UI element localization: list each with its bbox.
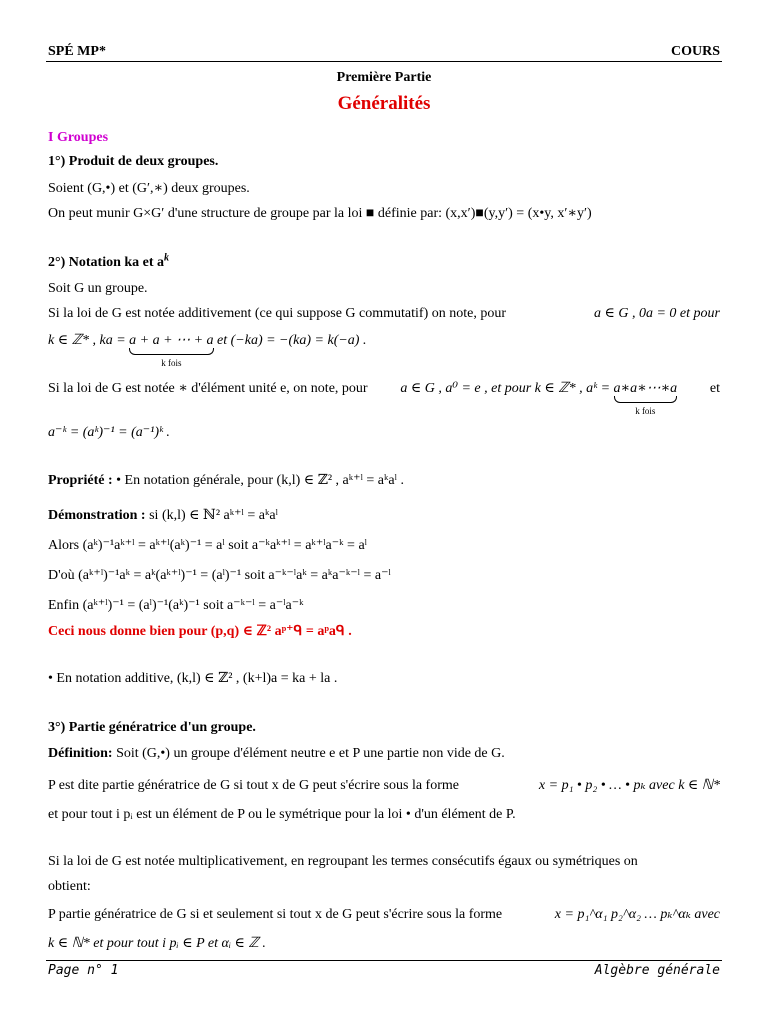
brace-sum-text: a + a + ⋯ + a — [129, 333, 214, 348]
s2-line1: Soit G un groupe. — [48, 281, 148, 296]
page-header — [46, 43, 722, 62]
definition — [48, 745, 505, 763]
s2-line3a: k ∈ ℤ* , ka = — [48, 333, 126, 348]
section-heading: I Groupes — [48, 130, 109, 145]
definition-text: Soit (G,•) un groupe d'élément neutre e et P une partie non vide de G. — [116, 746, 505, 761]
s2-line3 — [48, 332, 367, 368]
underbrace-sum — [129, 332, 214, 368]
s2-line4c: et — [709, 381, 720, 396]
k-fois-label: k fois — [161, 358, 182, 368]
s3-p1b: x = p₁ • p₂ • … • pₖ avec k ∈ ℕ* — [538, 778, 720, 793]
underbrace-product — [613, 380, 678, 416]
s2-line2b: a ∈ G , 0a = 0 et pour — [594, 306, 720, 321]
demo-enfin: Enfin (aᵏ⁺ˡ)⁻¹ = (aˡ)⁻¹(aᵏ)⁻¹ soit a⁻ᵏ⁻ˡ = a⁻ˡa⁻ᵏ — [48, 598, 304, 613]
s3-p3a-text: Si la loi de G est notée multiplicativement, en regroupant les termes consécutifs égaux ou symétriques on — [48, 854, 638, 869]
s3-p2: et pour tout i pᵢ est un élément de P ou le symétrique pour la loi • d'un élément de P. — [48, 807, 516, 822]
demo-conclusion: Ceci nous donne bien pour (p,q) ∈ ℤ² aᵖ⁺ᑫ = aᵖaᑫ . — [48, 624, 352, 639]
definition-label: Définition: — [48, 746, 113, 761]
s2-line2 — [48, 305, 720, 323]
page-footer — [46, 960, 722, 978]
s3-p3b: obtient: — [48, 879, 91, 894]
property-label: Propriété : — [48, 473, 113, 488]
s2-heading-sup: k — [164, 252, 170, 264]
s3-p1a: P est dite partie génératrice de G si tout x de G peut s'écrire sous la forme — [48, 778, 459, 793]
k-fois-label-2: k fois — [635, 406, 656, 416]
brace-product-text: a∗a∗⋯∗a — [613, 381, 678, 396]
s2-heading-text: 2°) Notation ka et a — [48, 255, 165, 270]
s1-line2: On peut munir G×G′ d'une structure de groupe par la loi ■ définie par: (x,x′)■(y,y′) = (x•y, x′∗y′) — [48, 206, 592, 221]
header-right: COURS — [670, 44, 720, 59]
property — [48, 472, 404, 490]
footer-subject: Algèbre générale — [594, 963, 720, 978]
s3-p1 — [48, 777, 720, 795]
s3-p4a: P partie génératrice de G si et seulement si tout x de G peut s'écrire sous la forme — [48, 907, 503, 922]
demo-dou: D'où (aᵏ⁺ˡ)⁻¹aᵏ = aᵏ(aᵏ⁺ˡ)⁻¹ = (aˡ)⁻¹ soit a⁻ᵏ⁻ˡaᵏ = aᵏa⁻ᵏ⁻ˡ = a⁻ˡ — [48, 568, 391, 583]
header-left: SPÉ MP* — [48, 44, 106, 59]
s1-heading: 1°) Produit de deux groupes. — [48, 154, 219, 169]
s2-line2a: Si la loi de G est notée additivement (ce qui suppose G commutatif) on note, pour — [48, 306, 507, 321]
footer-page-number: Page n° 1 — [48, 963, 119, 978]
part-label: Première Partie — [336, 70, 432, 85]
s3-p5: k ∈ ℕ* et pour tout i pᵢ ∈ P et αᵢ ∈ ℤ . — [48, 936, 266, 951]
page-title: Généralités — [337, 93, 431, 114]
s2-line3b: et (−ka) = −(ka) = k(−a) . — [217, 333, 367, 348]
demonstration — [48, 507, 278, 525]
s3-p4b: x = p₁^α₁ p₂^α₂ … pₖ^αₖ avec — [554, 907, 720, 922]
additive-notation: • En notation additive, (k,l) ∈ ℤ² , (k+l)a = ka + la . — [48, 671, 338, 686]
s2-line5: a⁻ᵏ = (aᵏ)⁻¹ = (a⁻¹)ᵏ . — [48, 425, 170, 440]
demo-label: Démonstration : — [48, 508, 146, 523]
s2-line4 — [48, 380, 720, 416]
demo-alors: Alors (aᵏ)⁻¹aᵏ⁺ˡ = aᵏ⁺ˡ(aᵏ)⁻¹ = aˡ soit a⁻ᵏaᵏ⁺ˡ = aᵏ⁺ˡa⁻ᵏ = aˡ — [48, 538, 367, 553]
demo-text: si (k,l) ∈ ℕ² aᵏ⁺ˡ = aᵏaˡ — [149, 508, 278, 523]
s2-line4a: Si la loi de G est notée ∗ d'élément unité e, on note, pour — [48, 381, 368, 396]
s3-p4 — [48, 906, 720, 924]
s3-p3a — [48, 853, 720, 871]
s2-line4b-text: a ∈ G , a⁰ = e , et pour k ∈ ℤ* , aᵏ = — [400, 381, 611, 396]
property-text: • En notation générale, pour (k,l) ∈ ℤ² , aᵏ⁺ˡ = aᵏaˡ . — [116, 473, 404, 488]
s2-heading — [48, 254, 169, 272]
s1-line1: Soient (G,•) et (G′,∗) deux groupes. — [48, 181, 250, 196]
s3-heading: 3°) Partie génératrice d'un groupe. — [48, 720, 256, 735]
s2-line4b — [400, 380, 678, 416]
